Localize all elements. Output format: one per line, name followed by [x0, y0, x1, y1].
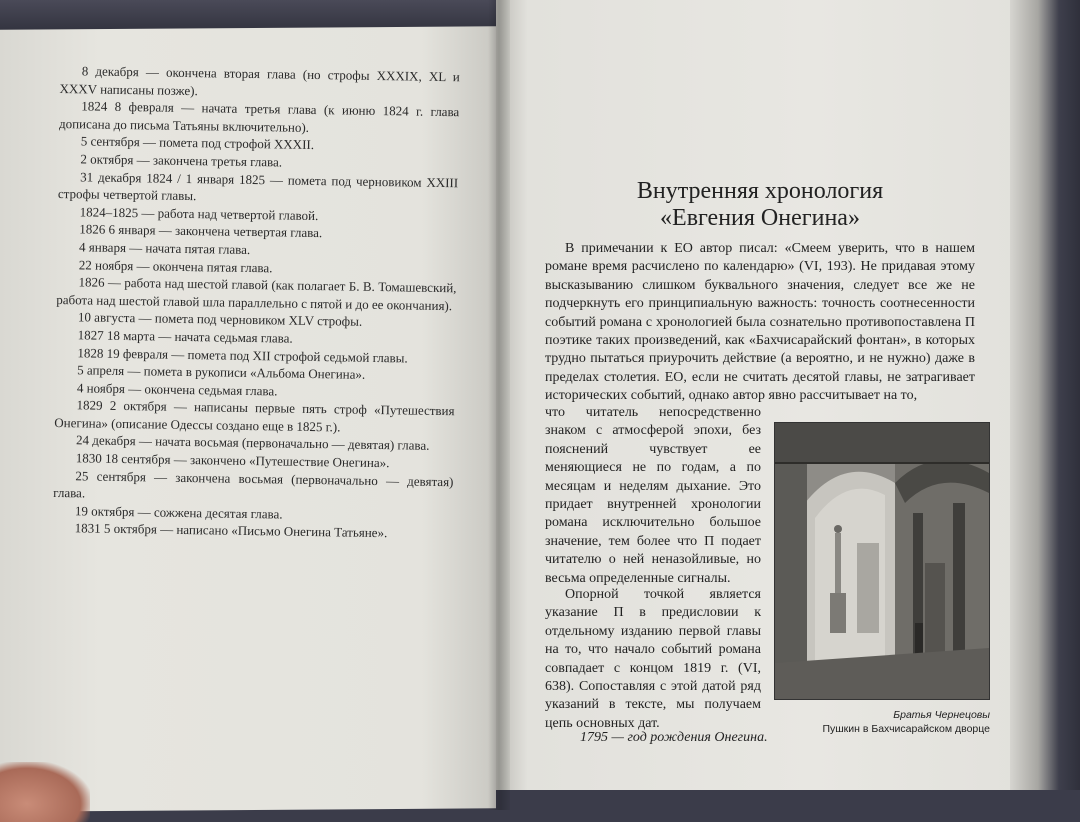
chronology-entry: 1824 8 февраля — начата третья глава (к июню 1824 г. глава дописана до письма Татьяны включительно). — [58, 98, 460, 135]
chronology-entry: 1831 5 октября — написано «Письмо Онегина Татьяне». — [74, 520, 388, 541]
chronology-entry: 10 августа — помета под черновиком XLV строфы. — [77, 309, 363, 330]
chronology-entry: 1826 6 января — закончена четвертая глава. — [79, 221, 323, 241]
chronology-entry: 4 января — начата пятая глава. — [78, 239, 251, 257]
chronology-entry: 25 сентября — закончена восьмая (первоначально — девятая) глава. — [53, 467, 454, 501]
palace-arch-drawing — [775, 423, 989, 699]
chronology-entry: 8 декабря — окончена вторая глава (но строфы XXXIX, XL и XXXV написаны позже). — [59, 63, 460, 98]
book-gutter — [488, 0, 510, 810]
chronology-entry: 5 сентября — помета под строфой XXXII. — [80, 133, 315, 153]
chronology-entry: 5 апреля — помета в рукописи «Альбома Онегина». — [77, 362, 366, 382]
body-paragraph-2 — [545, 586, 761, 733]
chronology-entry: 19 октября — сожжена десятая глава. — [74, 503, 283, 522]
chapter-title-line2: «Евгения Онегина» — [660, 205, 860, 231]
body-paragraph-1 — [545, 240, 975, 406]
chronology-list — [53, 62, 460, 543]
page-stack-edge — [1010, 0, 1080, 790]
chronology-entry: 1824–1825 — работа над четвертой главой. — [79, 204, 319, 223]
chronology-entry: 22 ноября — окончена пятая глава. — [78, 256, 273, 275]
engraving-illustration — [774, 422, 990, 700]
caption-artist: Братья Чернецовы — [893, 709, 990, 721]
chronology-entry: 1827 18 марта — начата седьмая глава. — [77, 327, 293, 346]
paragraph-text: В примечании к ЕО автор писал: «Смеем уверить, что в нашем романе время расчислено по календарю» (VI, 193). Не придавая этому высказыванию слишком буквального значения, следует все же не подчеркнуть его принципиальную важность: точность соотнесенности событий романа с хронологией была сознательно противопоставлена П поэтике таких произведений, как «Бахчисарайский фонтан», в которых трудно пытаться приурочить действие (а вероятно, и не нужно) даже в пределах столетия. ЕО, если не считать десятой главы, не затрагивает исторических событий, однако автор явно рассчитывает на то, — [545, 241, 975, 404]
chronology-entry: 1826 — работа над шестой главой (как полагает Б. В. Томашевский, работа над шестой главой шла параллельно с пятой и до ее окончания). — [56, 274, 457, 313]
chronology-entry: 1828 19 февраля — помета под XII строфой седьмой главы. — [77, 344, 408, 365]
paragraph-text: что читатель непосредственно знаком с атмосферой эпохи, без пояснений чувствует ее меняющиеся не по годам, а по месяцам и неделям дыхание. Это придает внутренней хронологии романа исключительно большое значение, тем более что П подает читателю о ней неназойливые, но весьма определенные сигналы. — [545, 405, 761, 586]
date-entry-italic: 1795 — год рождения Онегина. — [580, 730, 768, 745]
caption-title: Пушкин в Бахчисарайском дворце — [822, 723, 990, 735]
body-paragraph-1-continued — [545, 404, 761, 588]
chronology-entry: 31 декабря 1824 / 1 января 1825 — помета под черновиком XXIII строфы четвертой главы. — [57, 168, 459, 204]
chronology-entry: 2 октября — закончена третья глава. — [80, 151, 283, 170]
chapter-title-line1: Внутренняя хронология — [636, 178, 884, 204]
chronology-entry: 4 ноября — окончена седьмая глава. — [76, 379, 278, 399]
chronology-entry: 1829 2 октября — написаны первые пять строф «Путешествия Онегина» (описание Одессы создано еще в 1825 г.). — [54, 397, 455, 435]
finger-holding-book — [0, 762, 90, 822]
paragraph-text: Опорной точкой является указание П в предисловии к отдельному изданию первой главы на то, что начало событий романа совпадает с концом 1819 г. (VI, 638). Сопоставляя с этой датой ряд указаний в тексте, мы получаем цепь основных дат. — [545, 587, 761, 731]
illustration-caption — [776, 708, 990, 736]
chronology-entry: 24 декабря — начата восьмая (первоначально — девятая) глава. — [75, 432, 430, 454]
chronology-entry: 1830 18 сентября — закончено «Путешествие Онегина». — [75, 450, 390, 471]
chapter-title — [560, 178, 960, 232]
